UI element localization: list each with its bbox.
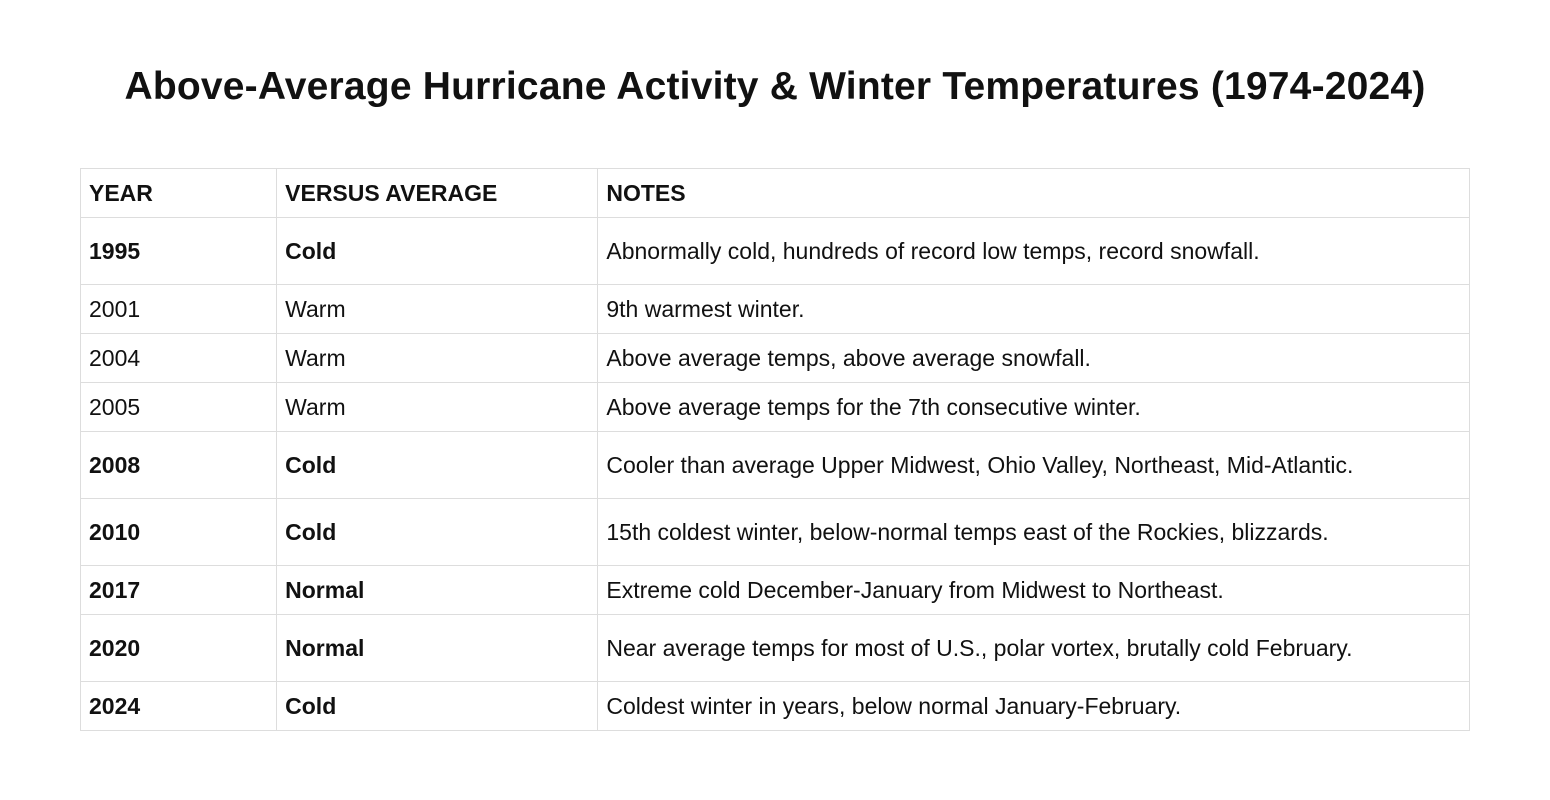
notes-cell: Cooler than average Upper Midwest, Ohio Valley, Northeast, Mid-Atlantic. [598,432,1470,499]
table-row [81,499,1470,566]
versus-cell: Normal [277,615,598,682]
notes-cell: Above average temps for the 7th consecutive winter. [598,383,1470,432]
notes-cell: 9th warmest winter. [598,285,1470,334]
table-row [81,615,1470,682]
table-row [81,383,1470,432]
versus-cell: Cold [277,432,598,499]
versus-cell: Normal [277,566,598,615]
header-year: YEAR [81,169,277,218]
notes-cell: Abnormally cold, hundreds of record low temps, record snowfall. [598,218,1470,285]
year-cell: 2004 [81,334,277,383]
year-cell: 2008 [81,432,277,499]
notes-cell: 15th coldest winter, below-normal temps east of the Rockies, blizzards. [598,499,1470,566]
header-notes: NOTES [598,169,1470,218]
year-cell: 2001 [81,285,277,334]
header-versus-average: VERSUS AVERAGE [277,169,598,218]
chart-title: Above-Average Hurricane Activity & Winter Temperatures (1974-2024) [124,65,1426,108]
notes-cell: Extreme cold December-January from Midwest to Northeast. [598,566,1470,615]
winter-temperature-table [80,168,1470,731]
year-cell: 2020 [81,615,277,682]
versus-cell: Cold [277,218,598,285]
year-cell: 2010 [81,499,277,566]
notes-cell: Coldest winter in years, below normal January-February. [598,682,1470,731]
notes-cell: Near average temps for most of U.S., polar vortex, brutally cold February. [598,615,1470,682]
versus-cell: Cold [277,499,598,566]
table-row [81,566,1470,615]
table-row [81,334,1470,383]
year-cell: 1995 [81,218,277,285]
table-row [81,432,1470,499]
year-cell: 2005 [81,383,277,432]
notes-cell: Above average temps, above average snowfall. [598,334,1470,383]
year-cell: 2024 [81,682,277,731]
year-cell: 2017 [81,566,277,615]
versus-cell: Warm [277,334,598,383]
table-row [81,682,1470,731]
versus-cell: Warm [277,285,598,334]
header-row [81,169,1470,218]
versus-cell: Cold [277,682,598,731]
table-row [81,218,1470,285]
table-row [81,285,1470,334]
versus-cell: Warm [277,383,598,432]
